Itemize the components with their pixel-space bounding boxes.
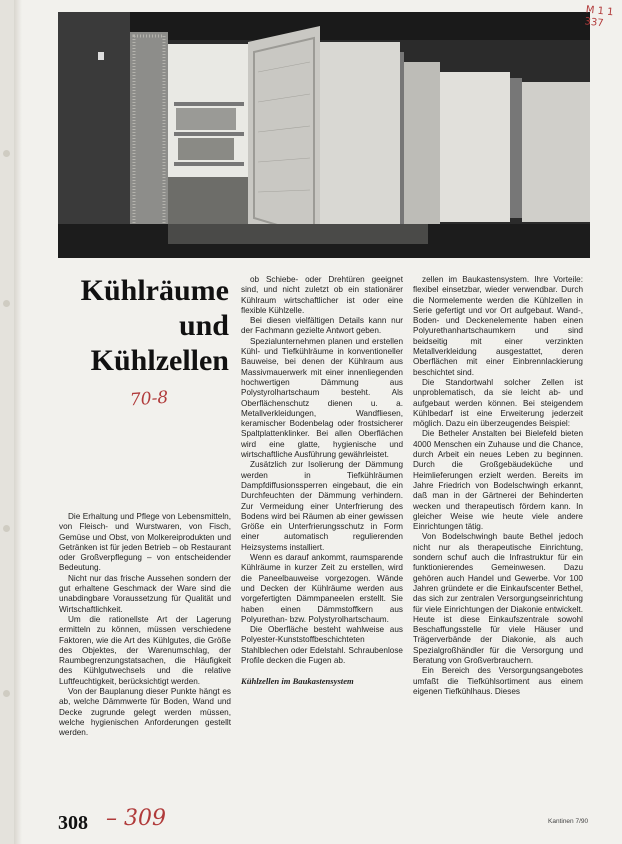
- archive-stamp: [584, 4, 618, 31]
- paragraph: Wenn es darauf ankommt, raumsparende Kühlräume in kurzer Zeit zu erstellen, wird die Paneelbauweise vorgezogen. Wände und Decken der Kühlräume werden aus vorgefertigten Dämmpaneelen erstellt. Sie haben einen Dämmstoffkern aus Polyurethan- bzw. Polystyrolhartschaum.: [241, 553, 403, 624]
- text-column-2: [241, 275, 403, 690]
- paragraph: zellen im Baukastensystem. Ihre Vorteile: flexibel einsetzbar, wieder verwendbar. Durch die Normelemente werden die Kühlzellen in Serie gefertigt und vor Ort aufgebaut. Wand-, Boden- und Deckenelemente haben einen Polyurethanhartschaumkern und sind beidseitig mit einer verzinkten Metallverkleidung ausgestattet, deren Oberflächen mit einer Einbrennlackierung beschichtet sind.: [413, 275, 583, 377]
- binder-hole: [3, 690, 10, 697]
- paragraph: Spezialunternehmen planen und erstellen Kühl- und Tiefkühlräume in konventioneller Bauweise, bei denen der Kühlraum aus Massivmauerwerk mit einer innenliegenden hochwertigen Dämmung aus Polystyrolhartschaum besteht. Als Oberflächenschutz dienen u. a. Metallverkleidungen, Wandfliesen, keramischer Bodenbelag oder frostsicherer Spaltplattenklinker. Bei allen Oberflächen wird eine glatte, hygienische und wirtschaftliche Ausführung gewährleistet.: [241, 336, 403, 460]
- issue-reference: Kantinen 7/90: [548, 818, 589, 825]
- paragraph: Bei diesen vielfältigen Details kann nur der Fachmann gezielte Antwort geben.: [241, 316, 403, 336]
- paragraph: Um die rationellste Art der Lagerung ermitteln zu können, müssen verschiedene Faktoren, wie die Art des Kühlgutes, die Größe des Objektes, der Warenumschlag, der Raumbegrenzungstatsachen, die Häufigkeit des Kühlgutwechsels und die relative Luftfeuchtigkeit, berücksichtigt werden.: [59, 614, 231, 686]
- title-line-1: Kühlräume: [80, 274, 229, 307]
- paragraph: Zusätzlich zur Isolierung der Dämmung werden in Tiefkühlräumen Dampfdiffusionssperren eingebaut, die ein Durchfeuchten der Dämmung verhindern. Zur Vermeidung einer Unterfrierung des Bodens wird bei Räumen ab einer gewissen Größe ein Unterfrierungsschutz in Form einer automatisch regulierenden Heizsystems installiert.: [241, 460, 403, 552]
- handwritten-page-number: – 309: [106, 806, 166, 831]
- cold-room-illustration: [58, 12, 590, 258]
- handwritten-note: 70-8: [129, 387, 169, 411]
- binder-hole: [3, 525, 10, 532]
- paragraph: Von Bodelschwingh baute Bethel jedoch nicht nur als therapeutische Einrichtung, sondern schuf auch die Infrastruktur für ein funktionierendes Gemeinwesen. Dazu gehören auch Handel und Gewerbe. Vor 100 Jahren gründete er die Einkaufscenter Bethel, das sich zur zentralen Versorgungseinrichtung für viele Einrichtungen der Diakonie entwickelt. Heute ist diese Einkaufszentrale sowohl Beschaffungsstelle für viele Häuser und Trägerverbände der Diakonie, als auch Spezialgroßhändler für die Versorgung und Beratung von Großverbrauchern.: [413, 532, 583, 665]
- section-subheading: Kühlzellen im Baukastensystem: [241, 676, 354, 687]
- paragraph: Ein Bereich des Versorgungsangebotes umfaßt die Tiefkühlsortiment aus einem eigenen Tiefkühlhaus. Dieses: [413, 666, 583, 696]
- text-column-3: [413, 275, 583, 697]
- text-column-1: [59, 512, 231, 739]
- binder-strip: [0, 0, 15, 844]
- paragraph: ob Schiebe- oder Drehtüren geeignet sind, und nicht zuletzt ob ein stationärer Kühlraum wirtschaftlicher ist oder eine flexible Kühlzelle.: [241, 275, 403, 315]
- stamp-line: M 1 1: [585, 4, 614, 19]
- title-line-3: Kühlzellen: [90, 344, 229, 377]
- title-line-2: und: [178, 309, 229, 342]
- page-number: 308: [58, 812, 88, 834]
- paragraph: Die Oberfläche besteht wahlweise aus Polyester-Kunststoffbeschichteten Stahlblechen oder Edelstahl. Schraubenlose Profile decken die Fugen ab.: [241, 625, 403, 665]
- stamp-line: 337: [583, 16, 605, 30]
- paragraph: Nicht nur das frische Aussehen sondern der gut erhaltene Geschmack der Ware sind die unabdingbare Voraussetzung für Qualität und Wirtschaftlichkeit.: [59, 573, 231, 614]
- scan-shadow: [14, 0, 22, 844]
- binder-hole: [3, 300, 10, 307]
- paragraph: Die Erhaltung und Pflege von Lebensmitteln, von Fleisch- und Wurstwaren, von Fisch, Gemüse und Obst, von Molkereiprodukten und Getränken ist für jeden Betrieb – ob Restaurant oder Großverpflegung – von entscheidender Bedeutung.: [59, 512, 231, 573]
- cold-room-photo: [58, 12, 590, 258]
- paragraph: Von der Bauplanung dieser Punkte hängt es ab, welche Dämmwerte für Boden, Wand und Decke zugrunde gelegt werden müssen, welche hygienischen Anforderungen gestellt werden.: [59, 687, 231, 738]
- paragraph: Die Betheler Anstalten bei Bielefeld bieten 4000 Menschen ein Zuhause und die Chance, durch Arbeit ein neues Leben zu beginnen. Durch die Großgebäudeküche und Heimlieferungen erzielt werden. Bereits im Jahre Friedrich von Bodelschwingh erkannt, daß man in der Gärtnerei der Behinderten wecken und therapeutisch fördern kann. In gleicher Weise wie heute viele andere Einrichtungen tätig.: [413, 429, 583, 532]
- paragraph: Die Standortwahl solcher Zellen ist unproblematisch, da sie leicht ab- und aufgebaut werden können. Bei steigendem Kühlbedarf ist eine Erweiterung jederzeit möglich. Dazu ein überzeugendes Beispiel:: [413, 377, 583, 429]
- binder-hole: [3, 150, 10, 157]
